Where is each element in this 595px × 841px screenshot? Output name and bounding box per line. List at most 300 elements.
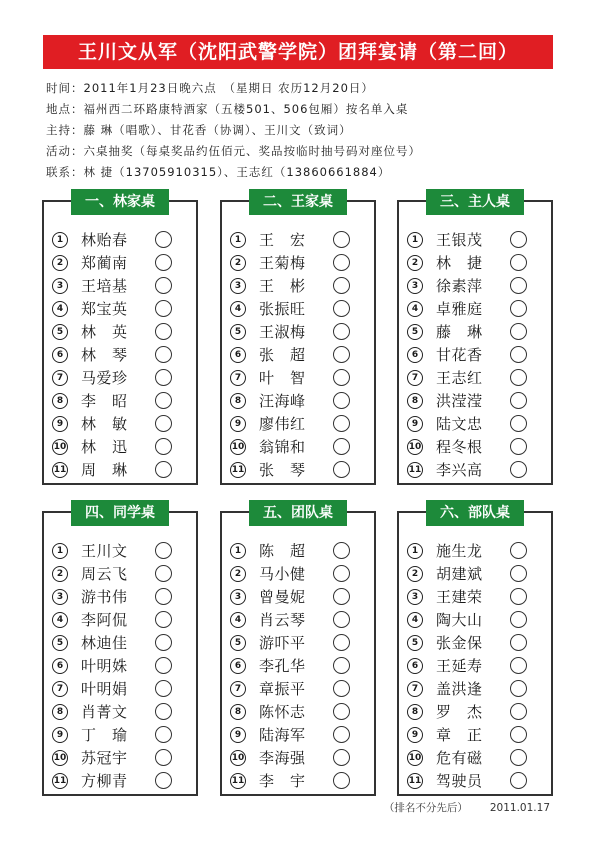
check-circle <box>510 726 527 743</box>
seat-row <box>230 389 368 412</box>
guest-name: 李孔华 <box>259 657 306 675</box>
seat-number-badge: 8 <box>230 393 246 409</box>
guest-name: 林 英 <box>81 323 128 341</box>
seat-number-badge: 2 <box>52 566 68 582</box>
guest-name: 程冬根 <box>436 438 483 456</box>
seat-number-badge: 6 <box>407 347 423 363</box>
check-circle <box>333 772 350 789</box>
guest-name: 危有磁 <box>436 749 483 767</box>
guest-name: 驾驶员 <box>436 772 483 790</box>
seat-number-badge: 4 <box>230 612 246 628</box>
seat-row <box>407 389 545 412</box>
seat-row <box>230 654 368 677</box>
check-circle <box>510 634 527 651</box>
guest-name: 李阿侃 <box>81 611 128 629</box>
guest-name: 张 超 <box>259 346 306 364</box>
seat-number-badge: 7 <box>52 681 68 697</box>
check-circle <box>333 323 350 340</box>
check-circle <box>155 634 172 651</box>
table-card <box>397 505 553 796</box>
seat-number-badge: 8 <box>407 393 423 409</box>
seat-number-badge: 6 <box>407 658 423 674</box>
seat-number-badge: 5 <box>407 635 423 651</box>
info-label: 时间： <box>46 81 84 95</box>
seat-list <box>230 539 368 792</box>
guest-name: 王 彬 <box>259 277 306 295</box>
seat-number-badge: 9 <box>52 727 68 743</box>
seat-row <box>407 412 545 435</box>
seat-number-badge: 3 <box>407 589 423 605</box>
seat-number-badge: 10 <box>407 750 423 766</box>
seat-row <box>52 723 190 746</box>
check-circle <box>333 300 350 317</box>
seat-row <box>52 608 190 631</box>
check-circle <box>155 323 172 340</box>
seat-number-badge: 10 <box>230 439 246 455</box>
seat-list <box>407 228 545 481</box>
seat-number-badge: 7 <box>52 370 68 386</box>
seat-number-badge: 2 <box>407 566 423 582</box>
seat-number-badge: 5 <box>407 324 423 340</box>
check-circle <box>155 772 172 789</box>
seat-number-badge: 7 <box>230 370 246 386</box>
seat-number-badge: 4 <box>230 301 246 317</box>
check-circle <box>510 565 527 582</box>
guest-name: 林 敏 <box>81 415 128 433</box>
seat-row <box>52 274 190 297</box>
guest-name: 王延寿 <box>436 657 483 675</box>
seat-row <box>230 539 368 562</box>
seat-row <box>230 412 368 435</box>
check-circle <box>510 588 527 605</box>
guest-name: 王 宏 <box>259 231 306 249</box>
seat-number-badge: 10 <box>230 750 246 766</box>
check-circle <box>155 438 172 455</box>
seat-number-badge: 11 <box>230 773 246 789</box>
guest-name: 廖伟红 <box>259 415 306 433</box>
guest-name: 王培基 <box>81 277 128 295</box>
table-card <box>42 194 198 485</box>
seat-number-badge: 8 <box>407 704 423 720</box>
table-card <box>397 194 553 485</box>
seat-row <box>52 746 190 769</box>
seat-row <box>230 769 368 792</box>
table-header: 二、王家桌 <box>249 189 347 215</box>
table-card <box>42 505 198 796</box>
table-card <box>220 194 376 485</box>
check-circle <box>155 611 172 628</box>
guest-name: 卓雅庭 <box>436 300 483 318</box>
seat-row <box>407 320 545 343</box>
check-circle <box>510 300 527 317</box>
guest-name: 林 捷 <box>436 254 483 272</box>
footer-note: （排名不分先后） <box>383 802 468 814</box>
seat-number-badge: 7 <box>407 681 423 697</box>
check-circle <box>333 438 350 455</box>
check-circle <box>333 254 350 271</box>
info-value: 林 捷（13705910315）、王志红（13860661884） <box>83 165 391 179</box>
seat-number-badge: 2 <box>230 255 246 271</box>
info-label: 活动： <box>46 144 84 158</box>
seat-row <box>52 562 190 585</box>
check-circle <box>510 346 527 363</box>
check-circle <box>333 392 350 409</box>
guest-name: 肖云琴 <box>259 611 306 629</box>
guest-name: 陆文忠 <box>436 415 483 433</box>
guest-name: 肖菁文 <box>81 703 128 721</box>
check-circle <box>155 369 172 386</box>
seat-row <box>407 274 545 297</box>
guest-name: 马爱珍 <box>81 369 128 387</box>
check-circle <box>155 680 172 697</box>
seat-row <box>52 700 190 723</box>
seat-row <box>230 251 368 274</box>
seat-number-badge: 11 <box>52 773 68 789</box>
seat-row <box>230 320 368 343</box>
guest-name: 李海强 <box>259 749 306 767</box>
event-info <box>46 78 566 183</box>
check-circle <box>155 231 172 248</box>
table-header: 五、团队桌 <box>249 500 347 526</box>
seat-row <box>52 389 190 412</box>
guest-name: 王银茂 <box>436 231 483 249</box>
guest-name: 周云飞 <box>81 565 128 583</box>
check-circle <box>155 254 172 271</box>
check-circle <box>510 254 527 271</box>
guest-name: 王川文 <box>81 542 128 560</box>
seat-row <box>52 769 190 792</box>
seat-number-badge: 1 <box>52 232 68 248</box>
seat-row <box>230 585 368 608</box>
check-circle <box>155 749 172 766</box>
check-circle <box>333 369 350 386</box>
check-circle <box>510 277 527 294</box>
guest-name: 陶大山 <box>436 611 483 629</box>
seat-row <box>407 700 545 723</box>
seat-number-badge: 9 <box>230 727 246 743</box>
seat-row <box>407 631 545 654</box>
seat-row <box>52 458 190 481</box>
seat-number-badge: 6 <box>52 658 68 674</box>
page-title: 王川文从军（沈阳武警学院）团拜宴请（第二回） <box>43 35 553 69</box>
seat-row <box>407 723 545 746</box>
check-circle <box>510 611 527 628</box>
seat-row <box>230 274 368 297</box>
guest-name: 盖洪逢 <box>436 680 483 698</box>
info-activity <box>46 141 566 162</box>
info-value: 六桌抽奖（每桌奖品约伍佰元、奖品按临时抽号码对座位号） <box>83 144 421 158</box>
table-card <box>220 505 376 796</box>
seat-number-badge: 4 <box>407 301 423 317</box>
guest-name: 张金保 <box>436 634 483 652</box>
check-circle <box>333 588 350 605</box>
check-circle <box>510 461 527 478</box>
seat-number-badge: 6 <box>230 658 246 674</box>
guest-name: 郑蔺南 <box>81 254 128 272</box>
table-header: 一、林家桌 <box>71 189 169 215</box>
footer-date: 2011.01.17 <box>489 802 550 814</box>
seat-row <box>230 700 368 723</box>
seat-row <box>407 585 545 608</box>
check-circle <box>333 749 350 766</box>
check-circle <box>333 611 350 628</box>
check-circle <box>333 726 350 743</box>
seat-row <box>407 251 545 274</box>
seat-number-badge: 6 <box>52 347 68 363</box>
seat-row <box>52 677 190 700</box>
seat-row <box>52 654 190 677</box>
seat-row <box>407 562 545 585</box>
guest-name: 施生龙 <box>436 542 483 560</box>
seat-row <box>52 585 190 608</box>
seat-number-badge: 5 <box>52 324 68 340</box>
guest-name: 李兴高 <box>436 461 483 479</box>
seat-row <box>52 228 190 251</box>
seat-row <box>230 435 368 458</box>
info-place <box>46 99 566 120</box>
seat-row <box>230 723 368 746</box>
check-circle <box>155 346 172 363</box>
guest-name: 王建荣 <box>436 588 483 606</box>
seat-row <box>230 631 368 654</box>
check-circle <box>155 300 172 317</box>
check-circle <box>333 346 350 363</box>
guest-name: 王菊梅 <box>259 254 306 272</box>
guest-name: 章振平 <box>259 680 306 698</box>
guest-name: 周 琳 <box>81 461 128 479</box>
check-circle <box>510 415 527 432</box>
check-circle <box>510 323 527 340</box>
check-circle <box>155 588 172 605</box>
seat-number-badge: 5 <box>52 635 68 651</box>
seat-row <box>407 677 545 700</box>
check-circle <box>333 634 350 651</box>
info-label: 地点： <box>46 102 84 116</box>
guest-name: 张振旺 <box>259 300 306 318</box>
seat-row <box>52 412 190 435</box>
seat-list <box>407 539 545 792</box>
check-circle <box>510 703 527 720</box>
guest-name: 陆海军 <box>259 726 306 744</box>
seat-row <box>230 746 368 769</box>
seat-number-badge: 7 <box>230 681 246 697</box>
guest-name: 林迪佳 <box>81 634 128 652</box>
guest-name: 林贻春 <box>81 231 128 249</box>
guest-name: 张 琴 <box>259 461 306 479</box>
seat-number-badge: 2 <box>230 566 246 582</box>
guest-name: 汪海峰 <box>259 392 306 410</box>
check-circle <box>333 657 350 674</box>
seat-row <box>52 435 190 458</box>
seat-row <box>230 458 368 481</box>
seat-number-badge: 11 <box>407 462 423 478</box>
table-header: 四、同学桌 <box>71 500 169 526</box>
check-circle <box>510 231 527 248</box>
check-circle <box>155 461 172 478</box>
seat-number-badge: 1 <box>230 232 246 248</box>
guest-name: 林 琴 <box>81 346 128 364</box>
check-circle <box>510 749 527 766</box>
seat-row <box>407 769 545 792</box>
guest-name: 王淑梅 <box>259 323 306 341</box>
seat-row <box>407 343 545 366</box>
info-contact <box>46 162 566 183</box>
seat-number-badge: 5 <box>230 324 246 340</box>
guest-name: 丁 瑜 <box>81 726 128 744</box>
info-value: 藤 琳（唱歌）、甘花香（协调）、王川文（致词） <box>83 123 352 137</box>
check-circle <box>155 542 172 559</box>
check-circle <box>333 703 350 720</box>
guest-name: 方柳青 <box>81 772 128 790</box>
check-circle <box>155 392 172 409</box>
seat-number-badge: 3 <box>407 278 423 294</box>
seat-row <box>230 228 368 251</box>
guest-name: 甘花香 <box>436 346 483 364</box>
guest-name: 游吓平 <box>259 634 306 652</box>
check-circle <box>333 231 350 248</box>
guest-name: 叶 智 <box>259 369 306 387</box>
seat-number-badge: 4 <box>407 612 423 628</box>
guest-name: 郑宝英 <box>81 300 128 318</box>
guest-name: 藤 琳 <box>436 323 483 341</box>
check-circle <box>510 438 527 455</box>
seat-list <box>52 539 190 792</box>
seat-number-badge: 3 <box>52 278 68 294</box>
check-circle <box>510 657 527 674</box>
seat-number-badge: 8 <box>52 393 68 409</box>
check-circle <box>155 657 172 674</box>
guest-name: 洪滢滢 <box>436 392 483 410</box>
seat-row <box>52 539 190 562</box>
seat-row <box>407 366 545 389</box>
check-circle <box>155 726 172 743</box>
guest-name: 叶明姝 <box>81 657 128 675</box>
guest-name: 陈 超 <box>259 542 306 560</box>
seat-row <box>230 677 368 700</box>
seat-number-badge: 8 <box>52 704 68 720</box>
seat-number-badge: 3 <box>52 589 68 605</box>
seat-number-badge: 7 <box>407 370 423 386</box>
seat-number-badge: 4 <box>52 612 68 628</box>
seat-number-badge: 4 <box>52 301 68 317</box>
seat-row <box>52 320 190 343</box>
seat-row <box>407 435 545 458</box>
seat-row <box>52 251 190 274</box>
seat-number-badge: 9 <box>407 727 423 743</box>
seat-number-badge: 8 <box>230 704 246 720</box>
seat-row <box>230 562 368 585</box>
guest-name: 苏冠宇 <box>81 749 128 767</box>
check-circle <box>333 565 350 582</box>
seat-row <box>52 297 190 320</box>
seat-number-badge: 5 <box>230 635 246 651</box>
seat-number-badge: 9 <box>407 416 423 432</box>
guest-name: 胡建斌 <box>436 565 483 583</box>
seat-row <box>52 343 190 366</box>
info-time <box>46 78 566 99</box>
seat-number-badge: 3 <box>230 278 246 294</box>
seat-list <box>230 228 368 481</box>
guest-name: 章 正 <box>436 726 483 744</box>
check-circle <box>155 415 172 432</box>
guest-name: 李 宇 <box>259 772 306 790</box>
seat-number-badge: 3 <box>230 589 246 605</box>
guest-name: 叶明娟 <box>81 680 128 698</box>
guest-name: 陈怀志 <box>259 703 306 721</box>
guest-name: 李 昭 <box>81 392 128 410</box>
table-header: 六、部队桌 <box>426 500 524 526</box>
seat-number-badge: 1 <box>407 232 423 248</box>
seat-number-badge: 10 <box>407 439 423 455</box>
check-circle <box>333 277 350 294</box>
seat-number-badge: 11 <box>52 462 68 478</box>
check-circle <box>333 680 350 697</box>
seat-row <box>407 654 545 677</box>
guest-name: 马小健 <box>259 565 306 583</box>
seat-row <box>52 366 190 389</box>
seat-number-badge: 1 <box>230 543 246 559</box>
seat-number-badge: 1 <box>407 543 423 559</box>
guest-name: 王志红 <box>436 369 483 387</box>
seat-number-badge: 1 <box>52 543 68 559</box>
seat-number-badge: 9 <box>230 416 246 432</box>
seat-row <box>230 608 368 631</box>
seat-number-badge: 9 <box>52 416 68 432</box>
check-circle <box>333 542 350 559</box>
seat-row <box>230 297 368 320</box>
info-value: 福州西二环路康特酒家（五楼501、506包厢）按名单入桌 <box>83 102 409 116</box>
seat-number-badge: 10 <box>52 439 68 455</box>
check-circle <box>510 542 527 559</box>
seat-row <box>407 297 545 320</box>
check-circle <box>510 392 527 409</box>
guest-name: 翁锦和 <box>259 438 306 456</box>
seat-row <box>52 631 190 654</box>
info-label: 主持： <box>46 123 84 137</box>
seat-row <box>407 458 545 481</box>
check-circle <box>510 680 527 697</box>
check-circle <box>510 772 527 789</box>
seat-list <box>52 228 190 481</box>
seat-row <box>230 343 368 366</box>
check-circle <box>333 461 350 478</box>
seat-number-badge: 2 <box>407 255 423 271</box>
check-circle <box>510 369 527 386</box>
check-circle <box>155 277 172 294</box>
seat-row <box>407 608 545 631</box>
guest-name: 曾曼妮 <box>259 588 306 606</box>
guest-name: 游书伟 <box>81 588 128 606</box>
guest-name: 罗 杰 <box>436 703 483 721</box>
seat-row <box>407 539 545 562</box>
seat-number-badge: 10 <box>52 750 68 766</box>
seat-row <box>407 746 545 769</box>
info-host <box>46 120 566 141</box>
seat-row <box>407 228 545 251</box>
seat-number-badge: 11 <box>230 462 246 478</box>
check-circle <box>155 703 172 720</box>
info-label: 联系： <box>46 165 84 179</box>
guest-name: 徐素萍 <box>436 277 483 295</box>
table-header: 三、主人桌 <box>426 189 524 215</box>
seat-number-badge: 2 <box>52 255 68 271</box>
info-value: 2011年1月23日晚六点 （星期日 农历12月20日） <box>83 81 374 95</box>
seat-number-badge: 11 <box>407 773 423 789</box>
footer <box>362 800 550 815</box>
guest-name: 林 迅 <box>81 438 128 456</box>
check-circle <box>333 415 350 432</box>
seat-row <box>230 366 368 389</box>
